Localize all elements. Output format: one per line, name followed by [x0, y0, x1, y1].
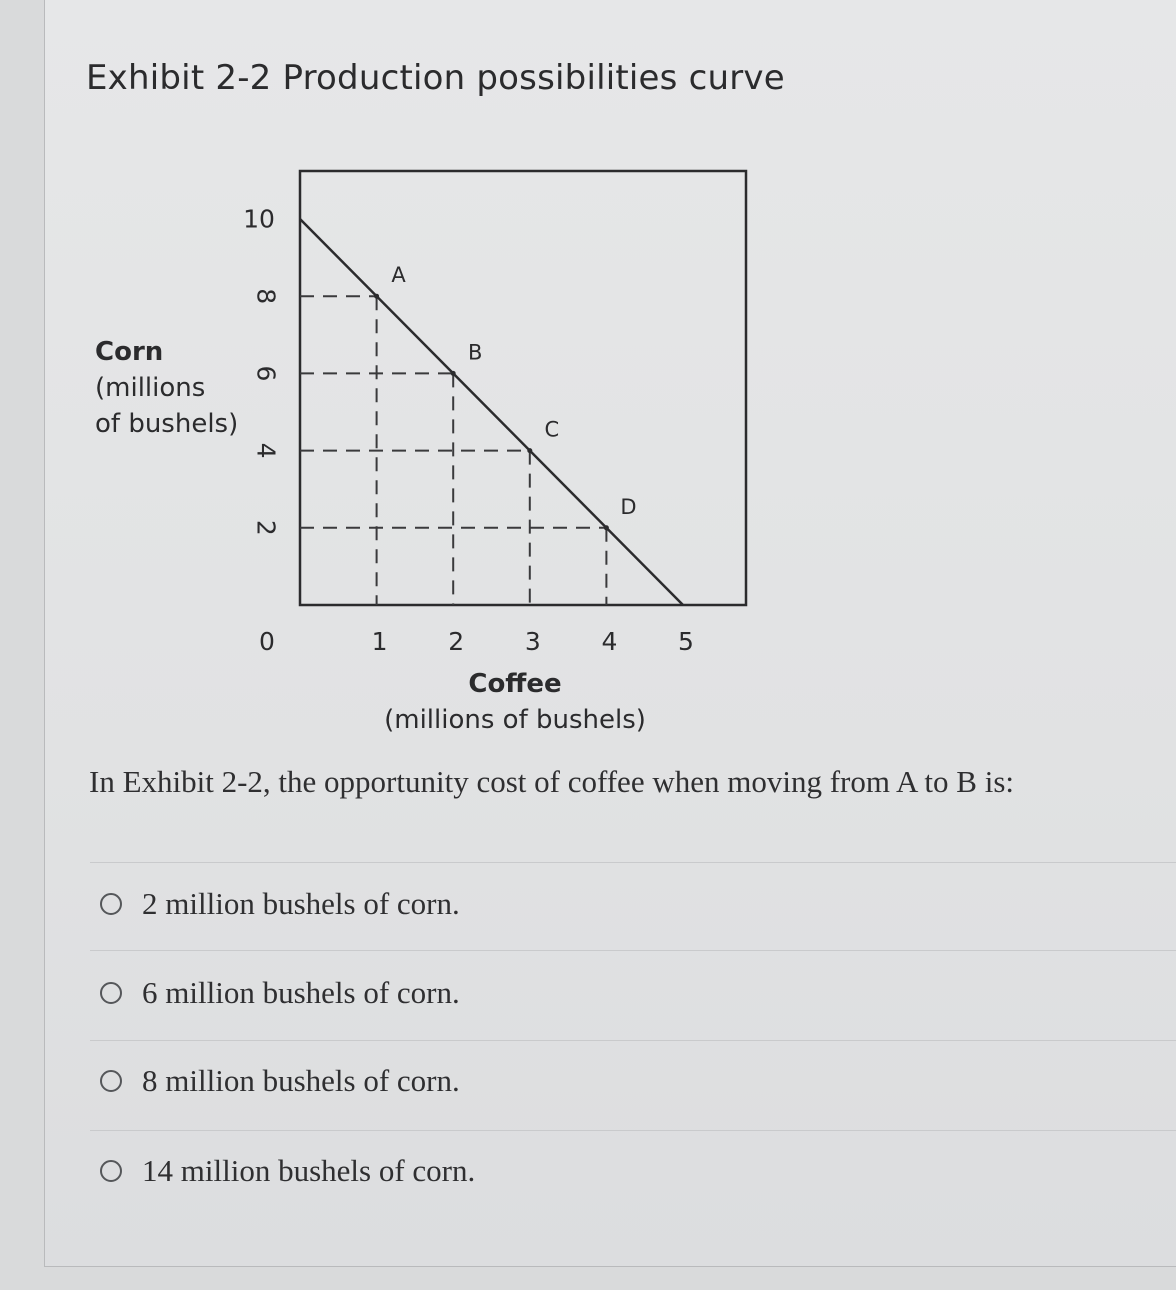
point-C: [527, 448, 532, 453]
divider: [90, 1040, 1176, 1041]
point-label-C: C: [544, 417, 560, 442]
radio-button[interactable]: [100, 1160, 122, 1182]
x-axis-label-units: (millions of bushels): [384, 705, 646, 735]
x-tick-0: 0: [259, 627, 275, 656]
option-label: 8 million bushels of corn.: [142, 1063, 460, 1098]
option-8-million[interactable]: [100, 1063, 460, 1099]
x-tick-5: 5: [678, 627, 694, 656]
point-A: [374, 294, 379, 299]
question-text: In Exhibit 2-2, the opportunity cost of coffee when moving from A to B is:: [89, 764, 1015, 799]
option-6-million[interactable]: [100, 975, 460, 1011]
y-tick-4: 4: [251, 442, 281, 459]
radio-button[interactable]: [100, 893, 122, 915]
x-axis-label: [380, 666, 650, 738]
y-tick-8: 8: [251, 288, 281, 305]
y-axis-label-units-line1: (millions: [95, 373, 206, 403]
divider: [90, 950, 1176, 951]
x-tick-2: 2: [448, 627, 465, 656]
point-B: [451, 371, 456, 376]
ppc-line-0: [300, 219, 683, 605]
option-label: 2 million bushels of corn.: [142, 886, 460, 921]
x-axis-label-title: Coffee: [468, 669, 562, 699]
option-label: 14 million bushels of corn.: [142, 1153, 476, 1188]
y-tick-10: 10: [243, 204, 275, 234]
y-tick-2: 2: [251, 519, 281, 536]
point-label-A: A: [391, 263, 406, 288]
divider: [90, 862, 1176, 863]
point-label-B: B: [467, 340, 483, 365]
y-tick-6: 6: [251, 365, 281, 382]
radio-button[interactable]: [100, 1070, 122, 1092]
radio-button[interactable]: [100, 982, 122, 1004]
y-axis-label-units-line2: of bushels): [95, 409, 239, 439]
exhibit-title: Exhibit 2-2 Production possibilities curve: [86, 58, 785, 98]
option-label: 6 million bushels of corn.: [142, 975, 460, 1010]
x-tick-1: 1: [371, 627, 388, 656]
y-axis-label-title: Corn: [95, 337, 164, 367]
point-label-D: D: [620, 494, 637, 519]
point-D: [604, 525, 609, 530]
option-14-million[interactable]: [100, 1153, 475, 1189]
option-2-million[interactable]: [100, 886, 460, 922]
x-tick-3: 3: [524, 627, 541, 656]
divider: [90, 1130, 1176, 1131]
plot-frame: [300, 171, 746, 605]
x-tick-4: 4: [601, 627, 618, 656]
